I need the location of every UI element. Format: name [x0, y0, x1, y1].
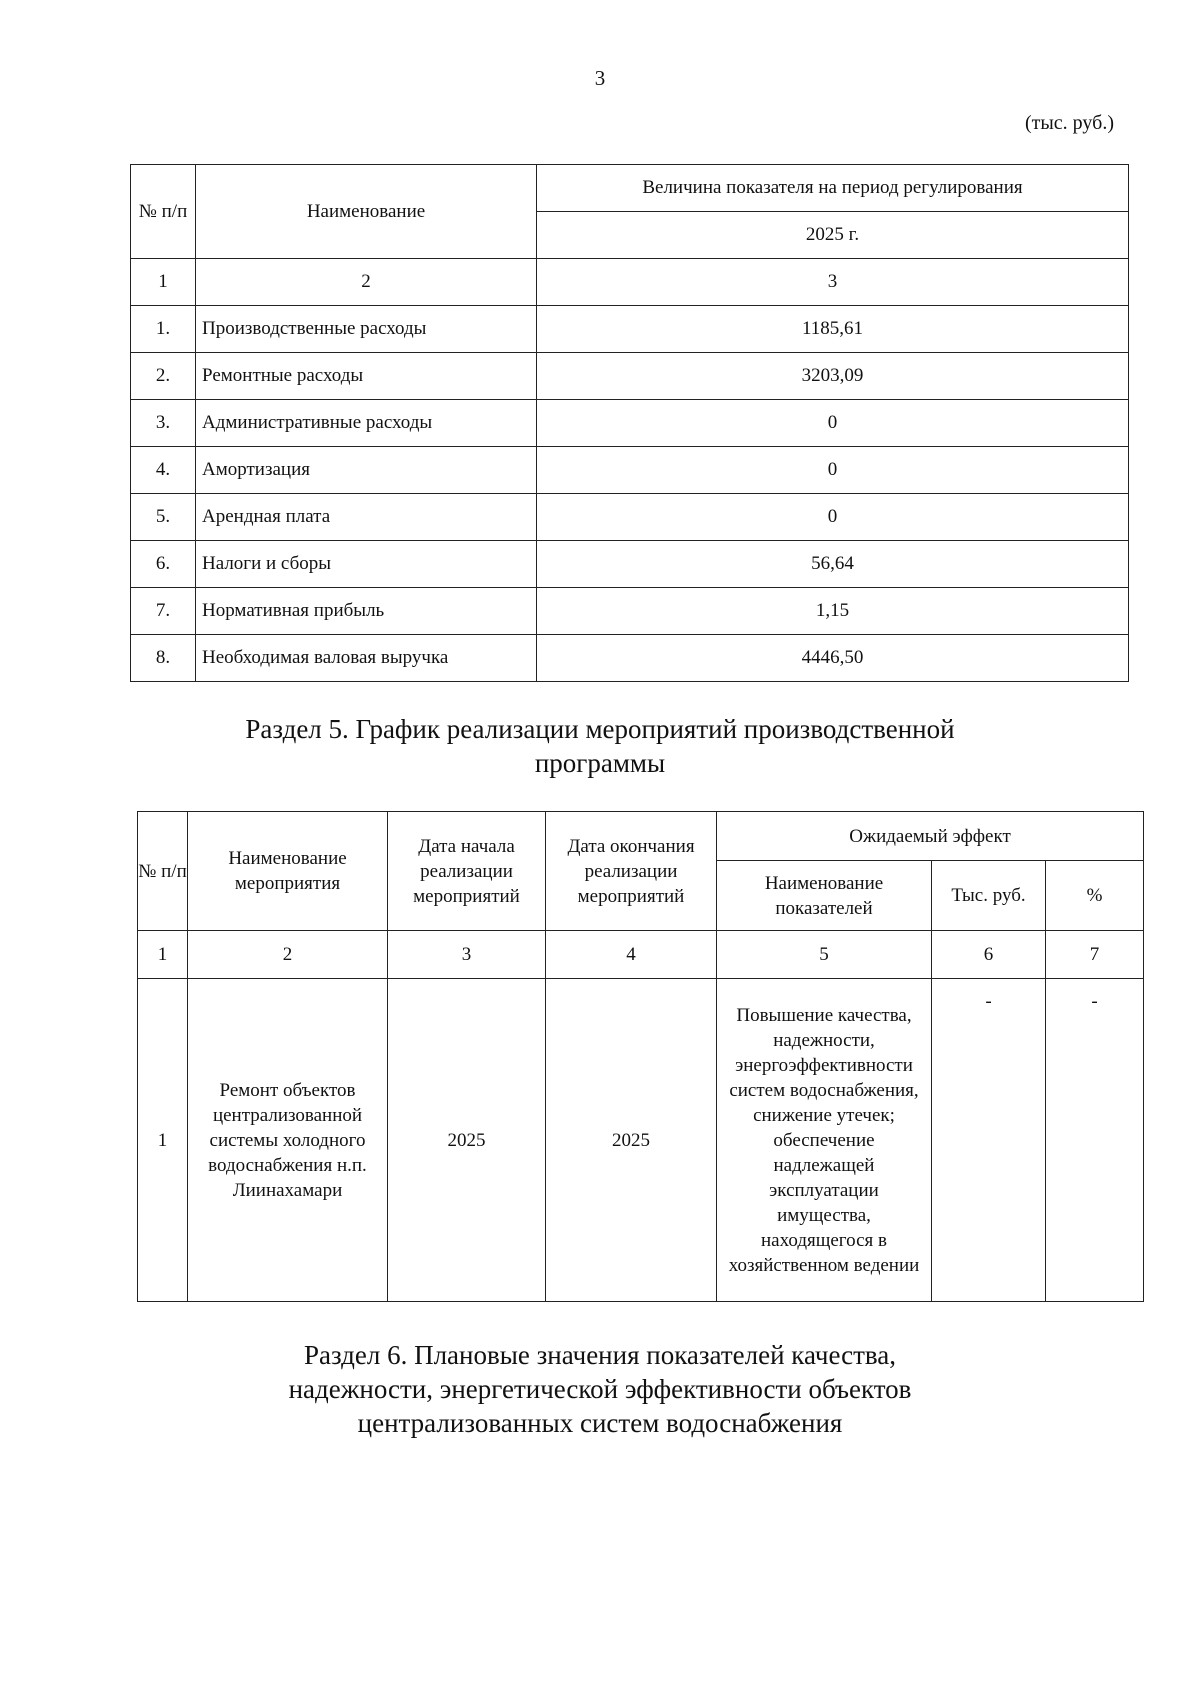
table-row: [131, 541, 1129, 588]
header-name: Наименование мероприятия: [188, 812, 388, 931]
table-row: [131, 588, 1129, 635]
header-num: № п/п: [131, 165, 196, 259]
row-num: 4.: [131, 447, 196, 494]
row-value: 56,64: [537, 541, 1129, 588]
table-row: [131, 494, 1129, 541]
section-5-heading: [0, 712, 1200, 780]
header-value: Величина показателя на период регулирования: [537, 165, 1129, 212]
row-name: Амортизация: [196, 447, 537, 494]
col-number: 5: [717, 931, 932, 979]
row-pct: -: [1046, 979, 1144, 1302]
row-indicator: Повышение качества, надежности, энергоэффективности систем водоснабжения, снижение утечек; обеспечение надлежащей эксплуатации имущества, находящегося в хозяйственном ведении: [717, 979, 932, 1302]
row-name: Ремонтные расходы: [196, 353, 537, 400]
row-start: 2025: [388, 979, 546, 1302]
table-row: [131, 635, 1129, 682]
header-pct: %: [1046, 861, 1144, 931]
col-number: 3: [537, 259, 1129, 306]
section-6-heading: [0, 1338, 1200, 1440]
table-row: [131, 306, 1129, 353]
column-number-row: [138, 931, 1144, 979]
row-num: 2.: [131, 353, 196, 400]
row-num: 1: [138, 979, 188, 1302]
row-rub: -: [932, 979, 1046, 1302]
row-name: Производственные расходы: [196, 306, 537, 353]
row-value: 0: [537, 400, 1129, 447]
col-number: 2: [196, 259, 537, 306]
row-name: Ремонт объектов централизованной системы холодного водоснабжения н.п. Лиинахамари: [188, 979, 388, 1302]
page-number: 3: [594, 66, 606, 90]
heading-line: Раздел 6. Плановые значения показателей качества,: [303, 1340, 897, 1370]
col-number: 2: [188, 931, 388, 979]
column-number-row: [131, 259, 1129, 306]
heading-line: надежности, энергетической эффективности объектов: [288, 1374, 912, 1404]
table-row: [131, 353, 1129, 400]
row-value: 3203,09: [537, 353, 1129, 400]
row-num: 5.: [131, 494, 196, 541]
row-num: 6.: [131, 541, 196, 588]
col-number: 3: [388, 931, 546, 979]
header-start: Дата начала реализации мероприятий: [388, 812, 546, 931]
table-row: [138, 979, 1144, 1302]
row-name: Налоги и сборы: [196, 541, 537, 588]
row-name: Административные расходы: [196, 400, 537, 447]
row-value: 1185,61: [537, 306, 1129, 353]
header-indicator: Наименование показателей: [717, 861, 932, 931]
header-effect: Ожидаемый эффект: [717, 812, 1144, 861]
schedule-table: [137, 811, 1144, 1302]
col-number: 6: [932, 931, 1046, 979]
table-row: [131, 400, 1129, 447]
heading-line: программы: [534, 748, 666, 778]
row-num: 3.: [131, 400, 196, 447]
cost-table: [130, 164, 1129, 682]
row-num: 1.: [131, 306, 196, 353]
row-value: 4446,50: [537, 635, 1129, 682]
units-label: (тыс. руб.): [1024, 112, 1114, 134]
row-num: 8.: [131, 635, 196, 682]
row-end: 2025: [546, 979, 717, 1302]
row-value: 1,15: [537, 588, 1129, 635]
header-num: № п/п: [138, 812, 188, 931]
col-number: 1: [138, 931, 188, 979]
col-number: 7: [1046, 931, 1144, 979]
col-number: 1: [131, 259, 196, 306]
row-name: Арендная плата: [196, 494, 537, 541]
header-year: 2025 г.: [537, 212, 1129, 259]
row-name: Нормативная прибыль: [196, 588, 537, 635]
header-name: Наименование: [196, 165, 537, 259]
header-rub: Тыс. руб.: [932, 861, 1046, 931]
table-row: [131, 447, 1129, 494]
row-num: 7.: [131, 588, 196, 635]
row-name: Необходимая валовая выручка: [196, 635, 537, 682]
heading-line: централизованных систем водоснабжения: [357, 1408, 843, 1438]
header-end: Дата окончания реализации мероприятий: [546, 812, 717, 931]
row-value: 0: [537, 447, 1129, 494]
heading-line: Раздел 5. График реализации мероприятий производственной: [245, 714, 955, 744]
col-number: 4: [546, 931, 717, 979]
row-value: 0: [537, 494, 1129, 541]
